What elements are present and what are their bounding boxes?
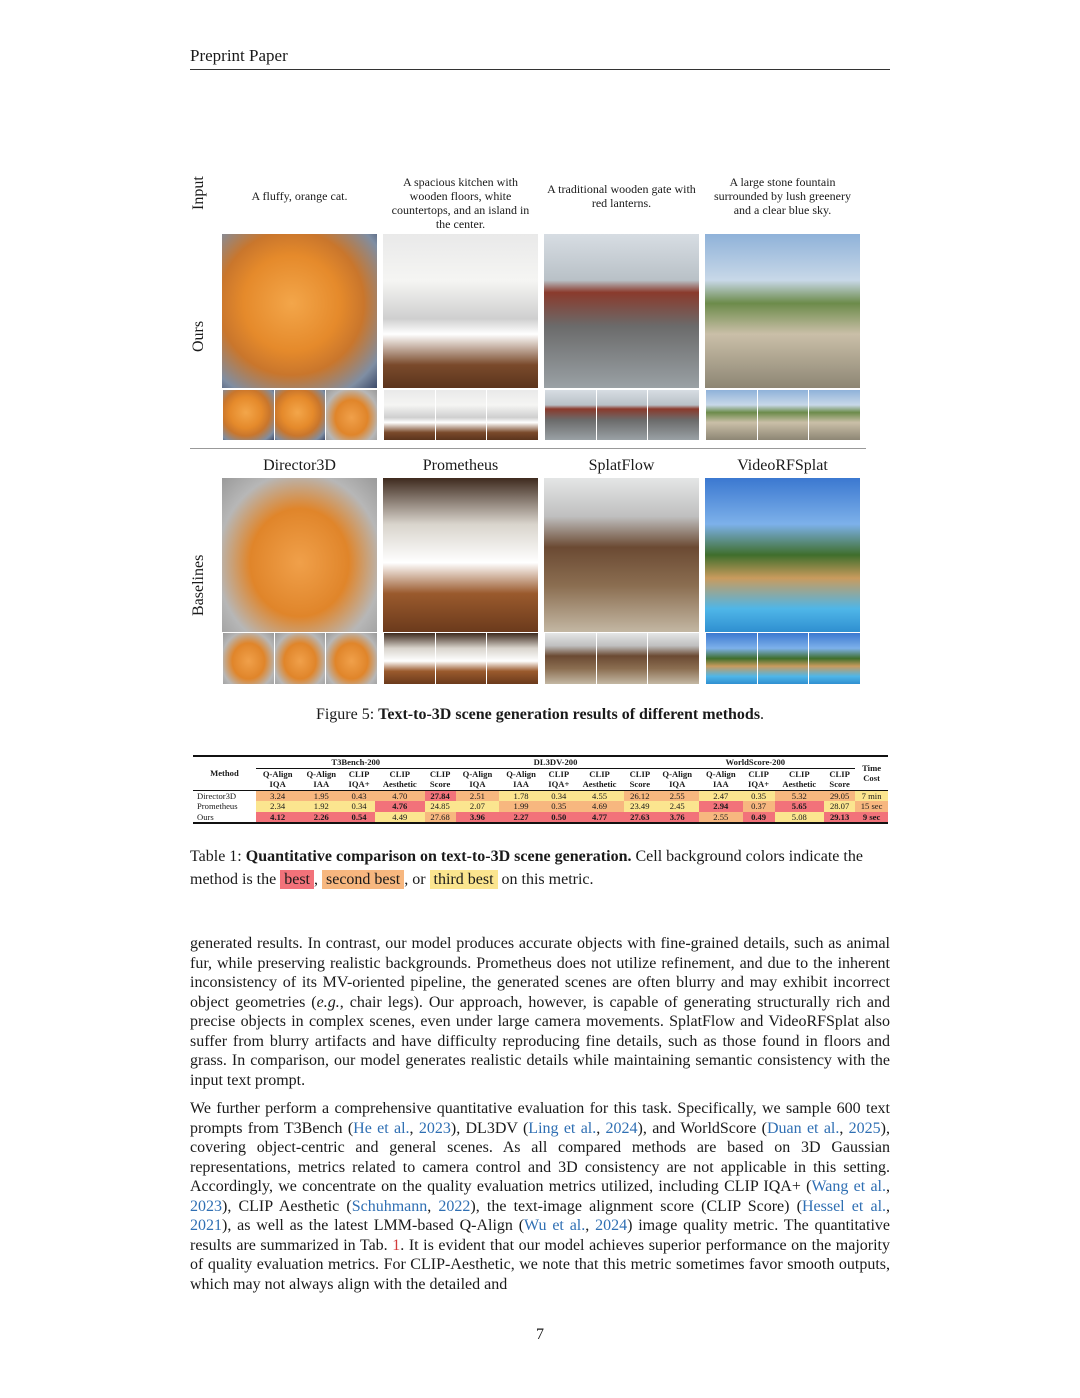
view-thumbnail <box>383 633 435 684</box>
legend-best-chip: best <box>280 870 314 889</box>
metric-header-line2: Aesthetic <box>582 779 617 789</box>
metric-header-line1: CLIP <box>389 768 411 779</box>
metric-header-line2: IQA+ <box>748 779 770 789</box>
metric-header <box>775 768 825 790</box>
text-run: ), DL3DV ( <box>450 1119 529 1137</box>
value-cell: 4.49 <box>375 812 425 824</box>
view-thumbnail <box>544 633 596 684</box>
value-cell: 0.35 <box>743 790 775 801</box>
legend-second-chip: second best <box>322 870 404 889</box>
time-cell: 7 min <box>855 790 888 801</box>
table-reference-link[interactable]: 1 <box>392 1236 401 1254</box>
metric-header-line2: Score <box>429 779 451 789</box>
view-thumbnail <box>222 633 274 684</box>
value-cell: 29.13 <box>824 812 855 824</box>
metric-header-line1: CLIP <box>629 768 651 779</box>
view-thumbnail <box>705 633 757 684</box>
baseline-cat-views <box>222 633 377 684</box>
method-label-splatflow: SplatFlow <box>588 457 655 474</box>
baseline-kitchen-views <box>383 633 538 684</box>
prompt-cat: A fluffy, orange cat. <box>251 189 348 203</box>
view-thumbnail <box>435 390 486 440</box>
metric-header-line1: CLIP <box>829 768 850 779</box>
view-thumbnail <box>383 390 435 440</box>
page-number: 7 <box>536 1326 544 1343</box>
figure-caption-title: Text-to-3D scene generation results of different methods <box>378 706 761 723</box>
value-cell: 4.70 <box>375 790 425 801</box>
value-cell: 1.92 <box>299 801 343 812</box>
citation-link[interactable]: Wang et al. <box>811 1178 887 1195</box>
metric-header-line1: CLIP <box>348 768 370 779</box>
text-run: ) image quality metric. The quantitative results are summarized in Tab. <box>190 1217 891 1254</box>
value-cell: 2.55 <box>699 812 743 824</box>
view-thumbnail <box>325 390 377 440</box>
citation-link[interactable]: He et al. <box>353 1119 410 1137</box>
metric-header-line1: CLIP <box>429 768 451 779</box>
metric-header <box>824 768 855 790</box>
header-title: Preprint Paper <box>190 46 288 65</box>
citation-year-link[interactable]: 2024 <box>595 1217 628 1234</box>
baseline-fountain-views <box>705 633 860 684</box>
citation-link[interactable]: Duan et al. <box>766 1119 840 1137</box>
metric-header-line1: Q-Align <box>662 768 693 779</box>
text-run: ), CLIP Aesthetic ( <box>222 1197 352 1215</box>
value-cell: 27.63 <box>624 812 655 824</box>
time-cell: 9 sec <box>855 812 888 824</box>
ours-cat-image <box>222 234 377 388</box>
citation-link[interactable]: Hessel et al. <box>801 1197 887 1215</box>
method-cell: Ours <box>193 812 256 824</box>
prompt-fountain: A large stone fountain surrounded by lush greenery and a clear blue sky. <box>714 175 851 217</box>
metric-header-line1: Q-Align <box>462 768 493 779</box>
baseline-gate-views <box>544 633 699 684</box>
metric-header-line2: Aesthetic <box>382 779 417 789</box>
value-cell: 2.51 <box>456 790 500 801</box>
figure-caption-end: . <box>760 706 765 723</box>
value-cell: 23.49 <box>624 801 655 812</box>
view-thumbnail <box>647 390 699 440</box>
value-cell: 24.85 <box>425 801 456 812</box>
value-cell: 4.77 <box>575 812 625 824</box>
metric-header-line2: IQA <box>669 779 686 789</box>
figure-5 <box>190 170 870 690</box>
citation-link[interactable]: Ling et al. <box>528 1119 597 1137</box>
table-body <box>193 790 888 823</box>
ours-kitchen-image <box>383 234 538 388</box>
metric-header <box>343 768 375 790</box>
time-header-line1: Time <box>862 762 882 773</box>
metric-header-line2: IAA <box>712 779 729 789</box>
value-cell: 26.12 <box>624 790 655 801</box>
view-thumbnail <box>808 390 860 440</box>
value-cell: 2.45 <box>655 801 699 812</box>
metric-header-line2: IQA+ <box>348 779 370 789</box>
table-caption-end: on this metric. <box>501 871 594 888</box>
baseline-gate-image <box>544 478 699 632</box>
value-cell: 0.35 <box>543 801 575 812</box>
value-cell: 4.76 <box>375 801 425 812</box>
ours-gate-views <box>544 390 699 440</box>
value-cell: 0.50 <box>543 812 575 824</box>
metric-header-line1: Q-Align <box>506 768 536 779</box>
group-header-t3bench: T3Bench-200 <box>256 756 456 768</box>
group-header-dl3dv: DL3DV-200 <box>456 756 656 768</box>
row-label-input: Input <box>190 176 207 210</box>
text-run: ), covering object-centric and general scenes. As all compared methods are based on 3D Gaussian representations, metrics related to camera control and 3D consistency are not applicable in this setting. Accordingly, we concentrate on the quality evaluation metrics utilized, including CLIP IQA+ ( <box>190 1119 890 1195</box>
text-run: ), and WorldScore ( <box>637 1119 767 1137</box>
group-header-worldscore: WorldScore-200 <box>655 756 855 768</box>
value-cell: 4.12 <box>256 812 300 824</box>
ours-fountain-views <box>705 390 860 440</box>
view-thumbnail <box>757 633 808 684</box>
value-cell: 27.68 <box>425 812 456 824</box>
view-thumbnail <box>274 633 325 684</box>
text-run: ), as well as the latest LMM-based Q-Align ( <box>222 1217 525 1234</box>
table-caption-sep: , or <box>404 871 426 888</box>
view-thumbnail <box>486 390 538 440</box>
view-thumbnail <box>486 633 538 684</box>
value-cell: 2.27 <box>499 812 543 824</box>
method-label-prometheus: Prometheus <box>422 457 499 474</box>
time-cell: 15 sec <box>855 801 888 812</box>
value-cell: 0.43 <box>343 790 375 801</box>
value-cell: 2.94 <box>699 801 743 812</box>
ours-cat-views <box>222 390 377 440</box>
metric-header-line1: Q-Align <box>262 768 293 779</box>
metric-header-line2: Score <box>829 779 850 789</box>
view-thumbnail <box>325 633 377 684</box>
text-run: generated results. In contrast, our model produces accurate objects with fine-grained details, such as animal fur, while preserving realistic backgrounds. Prometheus does not utilize refinement, and due to the inherent inconsistency of its MV-oriented pipeline, the generated scenes are often blurry and may exhibit incorrect object geometries ( <box>190 935 890 1011</box>
metric-header-line1: Q-Align <box>706 768 736 779</box>
table-caption-title: Quantitative comparison on text-to-3D scene generation. <box>245 848 632 865</box>
view-thumbnail <box>222 390 274 440</box>
table-row <box>193 790 888 801</box>
method-header: Method <box>193 756 256 790</box>
value-cell: 0.34 <box>543 790 575 801</box>
view-thumbnail <box>596 633 647 684</box>
baseline-cat-image <box>222 478 377 632</box>
text-run: , chair legs). Our approach, however, is capable of generating structurally rich and precise objects in complex scenes, even under large camera movements. SplatFlow and VideoRFSplat also suffer from blurry artifacts and have difficulty reproducing fine details, such as those found in floors and grass. In comparison, our model generates realistic details while maintaining semantic consistency with the input text prompt. <box>190 993 890 1089</box>
results-table <box>193 755 888 824</box>
value-cell: 28.07 <box>824 801 855 812</box>
value-cell: 3.24 <box>256 790 300 801</box>
citation-year-link[interactable]: 2023 <box>190 1197 222 1215</box>
metric-header-line1: CLIP <box>748 768 769 779</box>
metric-header-line2: IAA <box>313 779 330 789</box>
metric-header-line1: CLIP <box>789 768 810 779</box>
subheader-row <box>193 768 888 790</box>
value-cell: 0.49 <box>743 812 775 824</box>
figure-caption <box>190 706 890 724</box>
view-thumbnail <box>274 390 325 440</box>
citation-year-link[interactable]: 2024 <box>605 1119 638 1137</box>
value-cell: 2.07 <box>456 801 500 812</box>
citation-year-link[interactable]: 2023 <box>418 1119 451 1137</box>
ours-gate-image <box>544 234 699 388</box>
citation-link[interactable]: Schuhmann <box>351 1197 428 1215</box>
metric-header-line2: IQA <box>269 779 286 789</box>
figure-separator <box>190 448 866 449</box>
baseline-fountain-image <box>705 478 860 632</box>
view-thumbnail <box>705 390 757 440</box>
value-cell: 2.34 <box>256 801 300 812</box>
value-cell: 3.96 <box>456 812 500 824</box>
metric-header <box>575 768 625 790</box>
table-caption-text: Cell background colors indicate the method is the <box>190 848 863 888</box>
paragraph-2: We further perform a comprehensive quantitative evaluation for this task. Specifically, we sample 600 text prompts from T3Bench (He et al., 2023), DL3DV (Ling et al., 2024), and WorldScore (Duan et al., 2025), covering object-centric and general scenes. As all compared methods are based on 3D Gaussian representations, metrics related to camera control and 3D consistency are not applicable in this setting. Accordingly, we concentrate on the quality evaluation metrics utilized, including CLIP IQA+ (Wang et al., 2023), CLIP Aesthetic (Schuhmann, 2022), the text-image alignment score (CLIP Score) (Hessel et al., 2021), as well as the latest LMM-based Q-Align (Wu et al., 2024) image quality metric. The quantitative results are summarized in Tab. 1. It is evident that our model achieves superior performance on the majority of quality evaluation metrics. For CLIP-Aesthetic, we note that this metric sometimes favor smooth outputs, which may not always align with the detailed and <box>190 1100 891 1293</box>
metric-header-line1: CLIP <box>548 768 570 779</box>
ours-kitchen-views <box>383 390 538 440</box>
value-cell: 2.55 <box>655 790 699 801</box>
text-run: ), the text-image alignment score (CLIP Score) ( <box>470 1197 802 1215</box>
method-label-director3d: Director3D <box>263 457 336 474</box>
row-label-baselines: Baselines <box>190 554 207 616</box>
table-caption-sep: , <box>314 871 318 888</box>
prompt-kitchen: A spacious kitchen with wooden floors, white countertops, and an island in the center. <box>391 175 530 231</box>
metric-header-line2: IQA+ <box>548 779 570 789</box>
metric-header <box>499 768 543 790</box>
metric-header <box>543 768 575 790</box>
metric-header-line1: Q-Align <box>306 768 337 779</box>
value-cell: 2.47 <box>699 790 743 801</box>
view-thumbnail <box>808 633 860 684</box>
value-cell: 5.65 <box>775 801 825 812</box>
value-cell: 0.37 <box>743 801 775 812</box>
value-cell: 1.99 <box>499 801 543 812</box>
view-thumbnail <box>757 390 808 440</box>
value-cell: 5.32 <box>775 790 825 801</box>
value-cell: 1.78 <box>499 790 543 801</box>
metric-header <box>256 768 300 790</box>
metric-header-line1: CLIP <box>589 768 610 779</box>
table-caption-label: Table 1: <box>190 848 246 865</box>
legend-third-chip: third best <box>430 870 498 889</box>
ours-fountain-image <box>705 234 860 388</box>
metric-header <box>743 768 775 790</box>
value-cell: 4.69 <box>575 801 625 812</box>
method-cell: Prometheus <box>197 801 238 811</box>
time-header <box>855 756 888 790</box>
view-thumbnail <box>596 390 647 440</box>
metric-header-line2: Aesthetic <box>782 779 817 789</box>
method-label-videorfsplat: VideoRFSplat <box>737 457 828 474</box>
view-thumbnail <box>647 633 699 684</box>
text-run: . It is evident that our model achieves superior performance on the majority of quality evaluation metrics. For CLIP-Aesthetic, we note that this metric sometimes favor smooth outputs, which may not always align with the detailed and <box>190 1236 890 1293</box>
row-label-ours: Ours <box>190 320 207 352</box>
table-row <box>193 801 888 812</box>
metric-header <box>655 768 699 790</box>
metric-header <box>375 768 425 790</box>
baseline-kitchen-image <box>383 478 538 632</box>
value-cell: 3.76 <box>655 812 699 824</box>
paragraph-1 <box>190 934 890 1090</box>
value-cell: 5.08 <box>775 812 825 824</box>
metric-header <box>456 768 500 790</box>
text-run: e.g. <box>316 993 340 1011</box>
metric-header <box>299 768 343 790</box>
metric-header-line2: IQA <box>469 779 486 789</box>
metric-header <box>699 768 743 790</box>
running-header <box>190 46 890 70</box>
value-cell: 1.95 <box>299 790 343 801</box>
time-header-line2: Cost <box>863 773 880 784</box>
citation-year-link[interactable]: 2022 <box>438 1197 471 1215</box>
metric-header <box>425 768 456 790</box>
figure-caption-label: Figure 5: <box>315 706 379 723</box>
citation-link[interactable]: Wu et al. <box>524 1217 586 1234</box>
value-cell: 0.34 <box>343 801 375 812</box>
text-run: We further perform a comprehensive quantitative evaluation for this task. Specifically, we sample 600 text prompts from T3Bench ( <box>190 1100 890 1137</box>
citation-year-link[interactable]: 2025 <box>848 1119 881 1137</box>
value-cell: 4.55 <box>575 790 625 801</box>
metric-header-line2: IAA <box>513 779 529 789</box>
citation-year-link[interactable]: 2021 <box>190 1217 222 1234</box>
table-caption <box>190 845 890 891</box>
value-cell: 2.26 <box>299 812 343 824</box>
metric-header <box>624 768 655 790</box>
value-cell: 0.54 <box>343 812 375 824</box>
value-cell: 27.84 <box>425 790 456 801</box>
table-row <box>193 812 888 824</box>
view-thumbnail <box>435 633 486 684</box>
metric-header-line2: Score <box>629 779 651 789</box>
view-thumbnail <box>544 390 596 440</box>
value-cell: 29.05 <box>824 790 855 801</box>
prompt-gate: A traditional wooden gate with red lanterns. <box>547 182 696 210</box>
method-cell: Director3D <box>193 790 256 801</box>
